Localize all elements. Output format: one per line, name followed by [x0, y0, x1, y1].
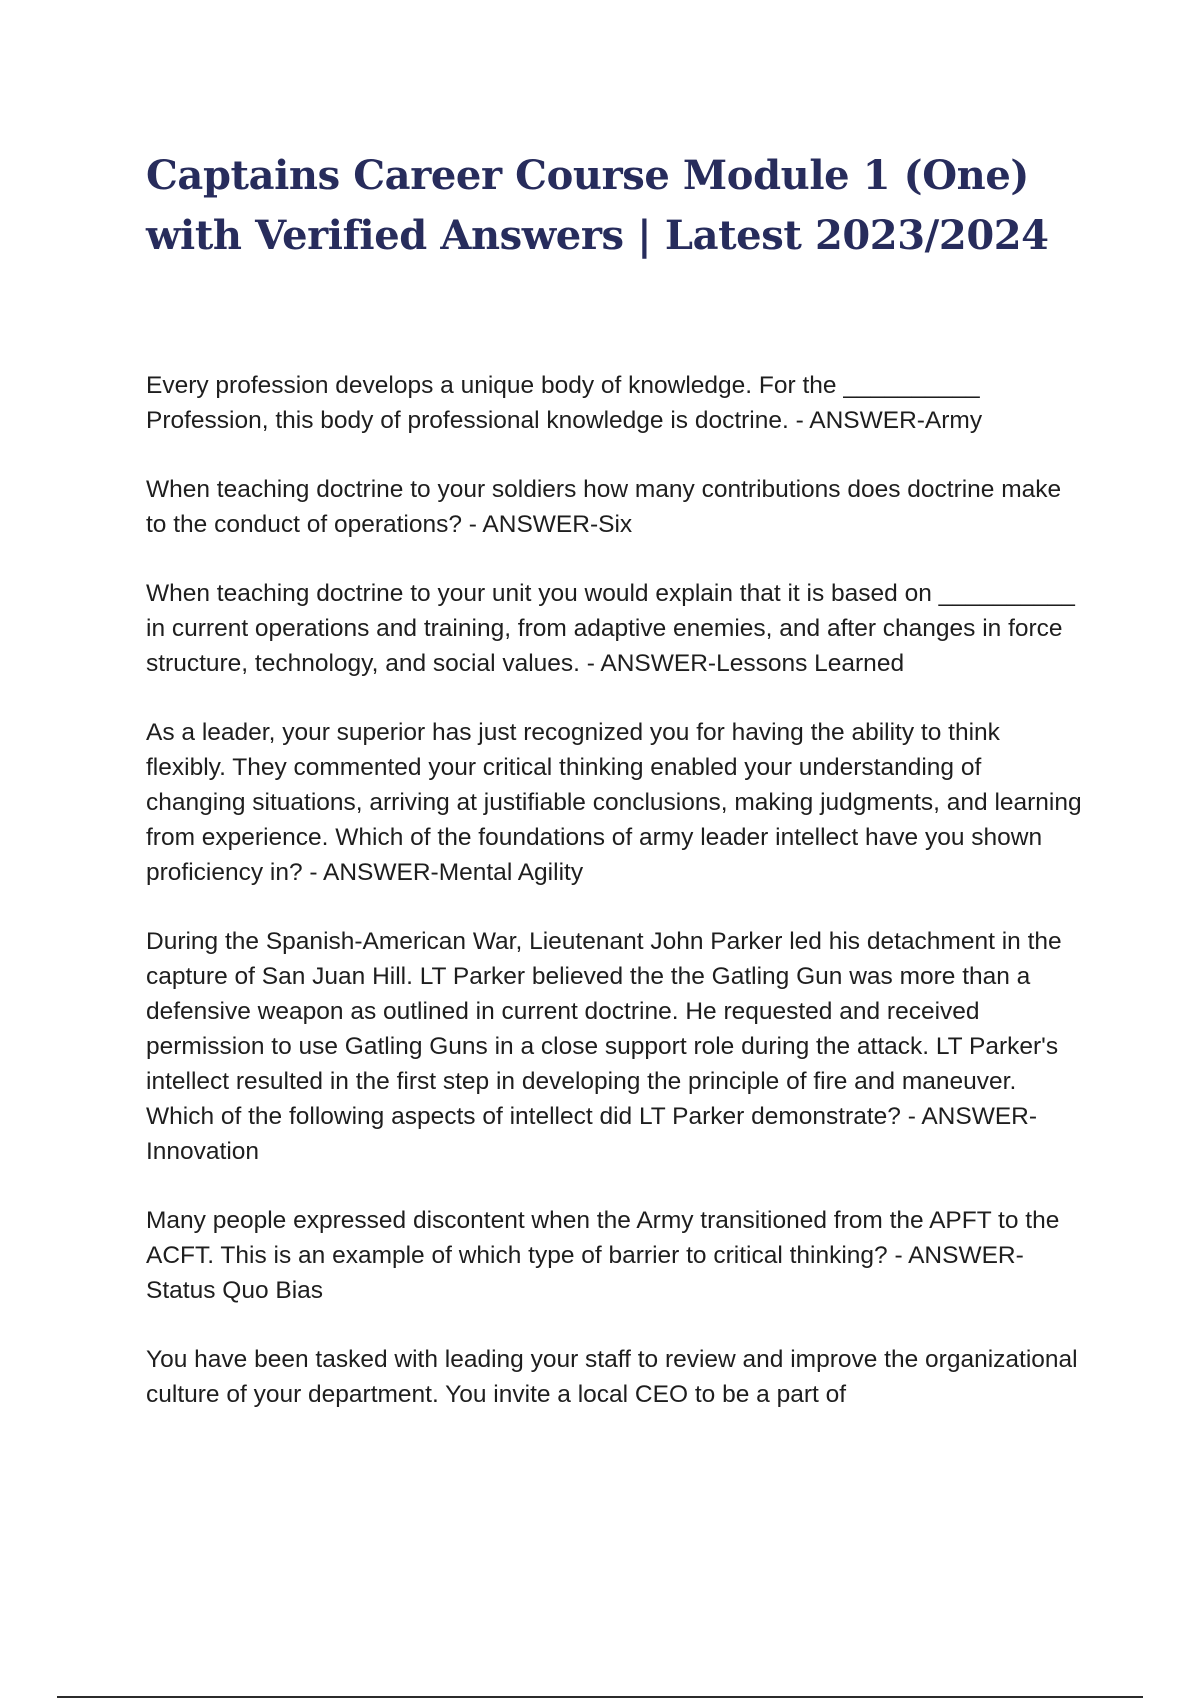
document-title: Captains Career Course Module 1 (One) with Verified Answers | Latest 2023/2024 — [146, 152, 1049, 259]
qa-item: When teaching doctrine to your unit you would explain that it is based on __________ in current operations and training, from adaptive enemies, and after changes in force structure, technology, and social values. - ANSWER-Lessons Learned — [146, 580, 1075, 677]
qa-item: When teaching doctrine to your soldiers how many contributions does doctrine make to the conduct of operations? - ANSWER-Six — [146, 476, 1062, 538]
page-divider — [57, 1696, 1143, 1698]
qa-item: Every profession develops a unique body of knowledge. For the __________ Profession, this body of professional knowledge is doctrine. - ANSWER-Army — [146, 372, 983, 434]
qa-item: During the Spanish-American War, Lieutenant John Parker led his detachment in the capture of San Juan Hill. LT Parker believed the the Gatling Gun was more than a defensive weapon as outlined in current doctrine. He requested and received permission to use Gatling Guns in a close support role during the attack. LT Parker's intellect resulted in the first step in developing the principle of fire and maneuver. Which of the following aspects of intellect did LT Parker demonstrate? - ANSWER-Innovation — [146, 928, 1062, 1165]
qa-item: You have been tasked with leading your staff to review and improve the organizational culture of your department. You invite a local CEO to be a part of — [146, 1346, 1078, 1408]
qa-item: Many people expressed discontent when the Army transitioned from the APFT to the ACFT. This is an example of which type of barrier to critical thinking? - ANSWER-Status Quo Bias — [146, 1207, 1060, 1304]
qa-list — [146, 368, 1086, 1412]
qa-item: As a leader, your superior has just recognized you for having the ability to think flexibly. They commented your critical thinking enabled your understanding of changing situations, arriving at justifiable conclusions, making judgments, and learning from experience. Which of the foundations of army leader intellect have you shown proficiency in? - ANSWER-Mental Agility — [146, 719, 1082, 886]
